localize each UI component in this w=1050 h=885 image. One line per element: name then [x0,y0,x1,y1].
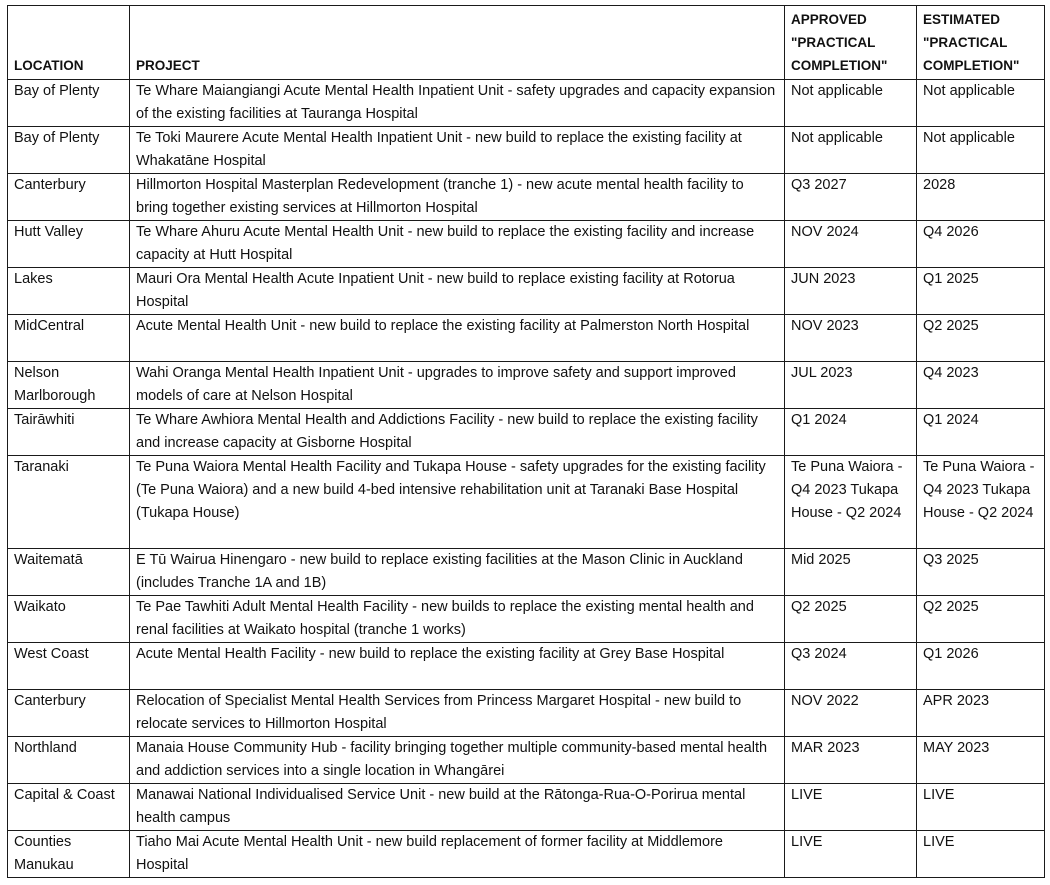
cell-estimated: Q4 2023 [917,362,1045,409]
cell-location: Bay of Plenty [8,80,130,127]
cell-estimated: LIVE [917,831,1045,878]
cell-project: Te Whare Maiangiangi Acute Mental Health Inpatient Unit - safety upgrades and capacity expansion of the existing facilities at Tauranga Hospital [130,80,785,127]
cell-approved: LIVE [785,784,917,831]
cell-location: Northland [8,737,130,784]
cell-estimated: Q2 2025 [917,315,1045,362]
cell-approved: NOV 2022 [785,690,917,737]
header-estimated: ESTIMATED "PRACTICAL COMPLETION" [917,6,1045,80]
cell-approved: Q2 2025 [785,596,917,643]
table-row [8,174,1045,221]
header-approved: APPROVED "PRACTICAL COMPLETION" [785,6,917,80]
cell-project: Te Toki Maurere Acute Mental Health Inpatient Unit - new build to replace the existing facility at Whakatāne Hospital [130,127,785,174]
cell-estimated: MAY 2023 [917,737,1045,784]
cell-approved: Q3 2024 [785,643,917,690]
cell-project: E Tū Wairua Hinengaro - new build to replace existing facilities at the Mason Clinic in Auckland (includes Tranche 1A and 1B) [130,549,785,596]
cell-approved: MAR 2023 [785,737,917,784]
table-row [8,690,1045,737]
table-row [8,80,1045,127]
cell-estimated: Not applicable [917,80,1045,127]
table-row [8,268,1045,315]
cell-estimated: Q3 2025 [917,549,1045,596]
cell-location: Counties Manukau [8,831,130,878]
cell-approved: LIVE [785,831,917,878]
cell-estimated: Q1 2024 [917,409,1045,456]
cell-project: Te Whare Ahuru Acute Mental Health Unit - new build to replace the existing facility and increase capacity at Hutt Hospital [130,221,785,268]
cell-location: Bay of Plenty [8,127,130,174]
cell-project: Mauri Ora Mental Health Acute Inpatient Unit - new build to replace existing facility at Rotorua Hospital [130,268,785,315]
cell-estimated: LIVE [917,784,1045,831]
cell-location: Lakes [8,268,130,315]
cell-location: Nelson Marlborough [8,362,130,409]
cell-project: Acute Mental Health Facility - new build to replace the existing facility at Grey Base Hospital [130,643,785,690]
cell-location: Waikato [8,596,130,643]
cell-location: Canterbury [8,174,130,221]
cell-location: Tairāwhiti [8,409,130,456]
cell-project: Wahi Oranga Mental Health Inpatient Unit - upgrades to improve safety and support improved models of care at Nelson Hospital [130,362,785,409]
cell-approved: NOV 2023 [785,315,917,362]
cell-project: Manawai National Individualised Service Unit - new build at the Rātonga-Rua-O-Porirua mental health campus [130,784,785,831]
cell-estimated: APR 2023 [917,690,1045,737]
cell-project: Te Pae Tawhiti Adult Mental Health Facility - new builds to replace the existing mental health and renal facilities at Waikato hospital (tranche 1 works) [130,596,785,643]
table-row [8,409,1045,456]
cell-location: Hutt Valley [8,221,130,268]
header-row [8,6,1045,80]
cell-project: Acute Mental Health Unit - new build to replace the existing facility at Palmerston North Hospital [130,315,785,362]
cell-estimated: Q4 2026 [917,221,1045,268]
cell-estimated: 2028 [917,174,1045,221]
cell-location: Capital & Coast [8,784,130,831]
cell-project: Tiaho Mai Acute Mental Health Unit - new build replacement of former facility at Middlemore Hospital [130,831,785,878]
cell-location: West Coast [8,643,130,690]
projects-table [7,5,1045,878]
cell-approved: JUL 2023 [785,362,917,409]
cell-estimated: Not applicable [917,127,1045,174]
cell-estimated: Q1 2026 [917,643,1045,690]
cell-project: Manaia House Community Hub - facility bringing together multiple community-based mental health and addiction services into a single location in Whangārei [130,737,785,784]
table-row [8,127,1045,174]
cell-location: MidCentral [8,315,130,362]
cell-approved: Q1 2024 [785,409,917,456]
cell-approved: Mid 2025 [785,549,917,596]
cell-estimated: Q2 2025 [917,596,1045,643]
table-row [8,456,1045,549]
cell-location: Waitematā [8,549,130,596]
cell-location: Taranaki [8,456,130,549]
cell-approved: NOV 2024 [785,221,917,268]
table-row [8,315,1045,362]
table-row [8,831,1045,878]
cell-approved: Te Puna Waiora - Q4 2023 Tukapa House - Q2 2024 [785,456,917,549]
cell-approved: Q3 2027 [785,174,917,221]
cell-project: Te Whare Awhiora Mental Health and Addictions Facility - new build to replace the existing facility and increase capacity at Gisborne Hospital [130,409,785,456]
cell-project: Hillmorton Hospital Masterplan Redevelopment (tranche 1) - new acute mental health facility to bring together existing services at Hillmorton Hospital [130,174,785,221]
table-row [8,643,1045,690]
cell-approved: JUN 2023 [785,268,917,315]
table-row [8,549,1045,596]
table-row [8,596,1045,643]
cell-project: Te Puna Waiora Mental Health Facility and Tukapa House - safety upgrades for the existing facility (Te Puna Waiora) and a new build 4-bed intensive rehabilitation unit at Taranaki Base Hospital (Tukapa House) [130,456,785,549]
table-row [8,737,1045,784]
header-project: PROJECT [130,6,785,80]
header-location: LOCATION [8,6,130,80]
cell-approved: Not applicable [785,127,917,174]
table-row [8,221,1045,268]
table-row [8,362,1045,409]
cell-approved: Not applicable [785,80,917,127]
cell-location: Canterbury [8,690,130,737]
cell-estimated: Te Puna Waiora - Q4 2023 Tukapa House - Q2 2024 [917,456,1045,549]
cell-estimated: Q1 2025 [917,268,1045,315]
table-row [8,784,1045,831]
cell-project: Relocation of Specialist Mental Health Services from Princess Margaret Hospital - new build to relocate services to Hillmorton Hospital [130,690,785,737]
